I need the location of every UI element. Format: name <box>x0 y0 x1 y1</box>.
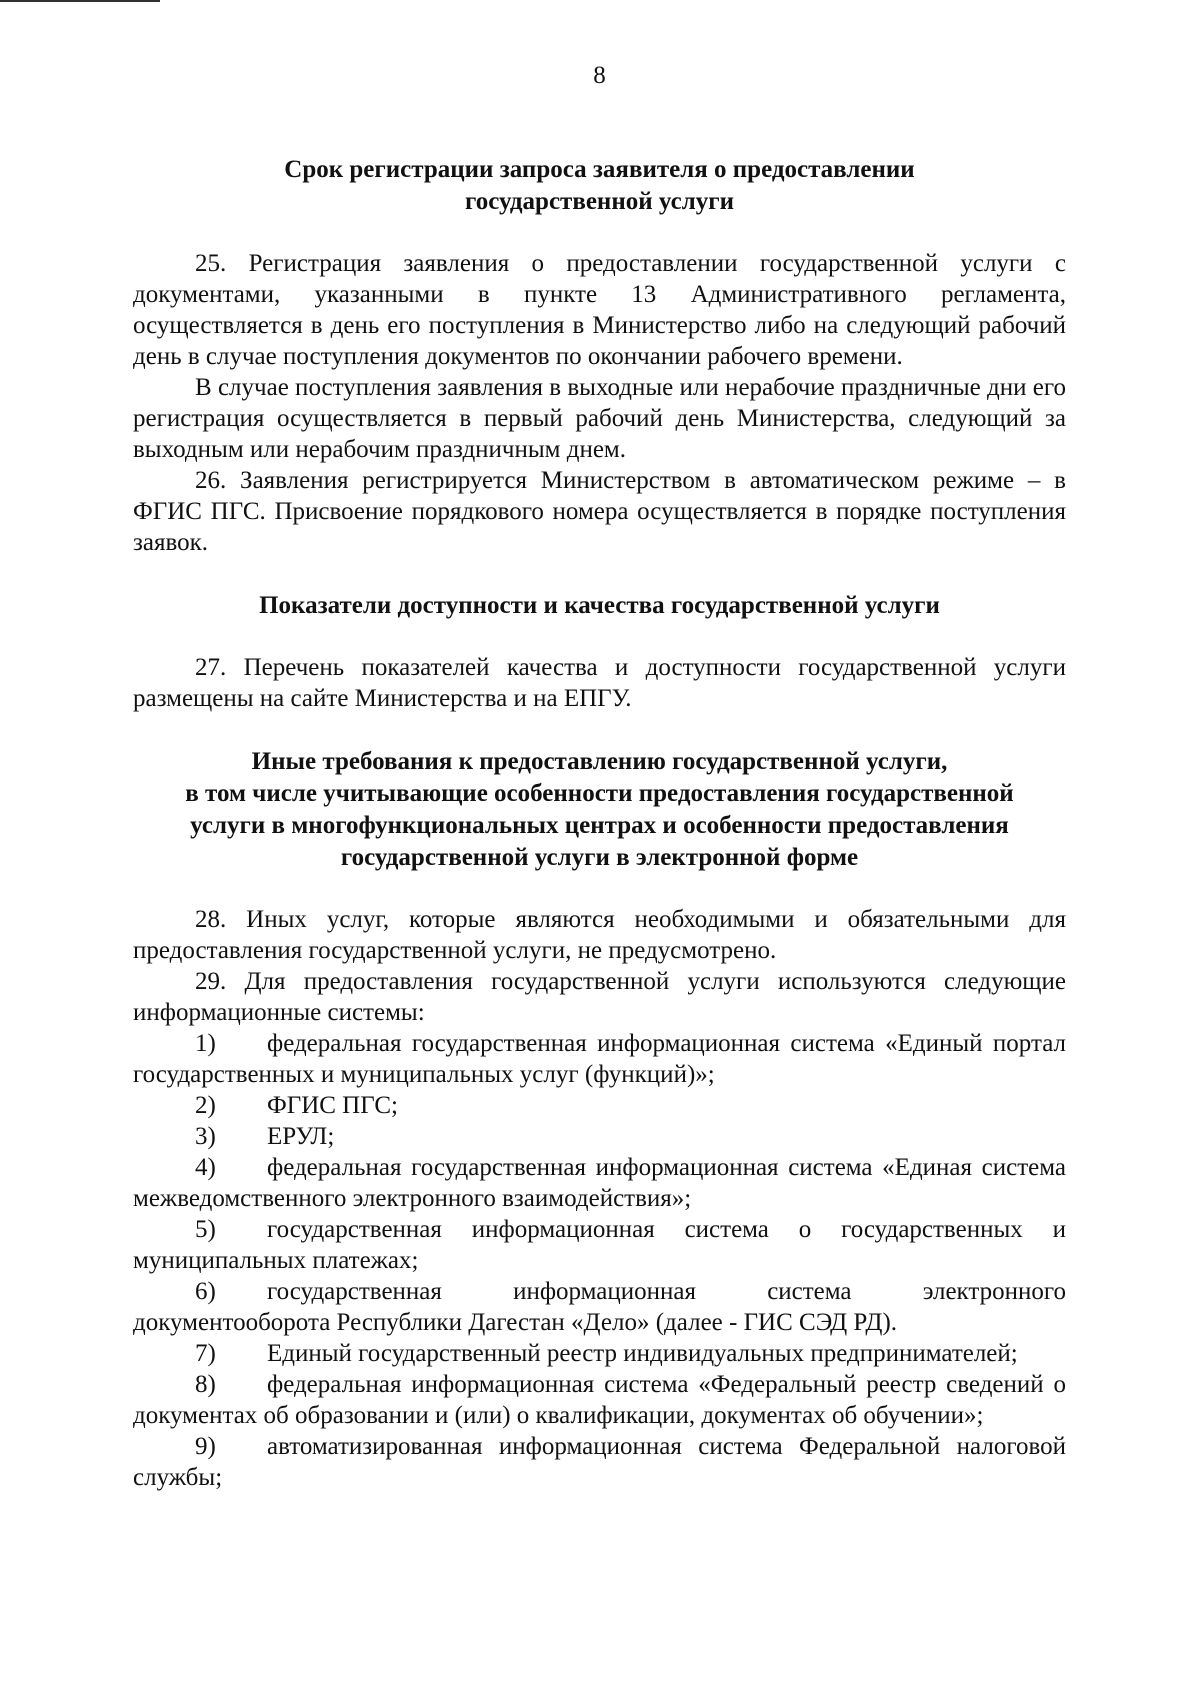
list-text: Единый государственный реестр индивидуальных предпринимателей; <box>267 1340 1018 1367</box>
list-text: государственная информационная система о государственных и муниципальных платежах; <box>133 1216 1066 1274</box>
heading-line: Срок регистрации запроса заявителя о предоставлении <box>284 156 915 183</box>
heading-line: услуги в многофункциональных центрах и особенности предоставления <box>190 812 1009 839</box>
list-item <box>133 1431 1066 1493</box>
paragraph-27: 27. Перечень показателей качества и доступности государственной услуги размещены на сайте Министерства и на ЕПГУ. <box>133 654 1066 712</box>
heading-line: Показатели доступности и качества государственной услуги <box>259 592 940 619</box>
list-item <box>133 1121 1066 1152</box>
heading-line: Иные требования к предоставлению государственной услуги, <box>251 748 948 775</box>
list-text: ЕРУЛ; <box>267 1123 335 1150</box>
page-number: 8 <box>593 62 606 89</box>
list-text: федеральная государственная информационная система «Единая система межведомственного электронного взаимодействия»; <box>133 1154 1066 1212</box>
document-page <box>133 60 1066 1493</box>
list-text: автоматизированная информационная система Федеральной налоговой службы; <box>133 1433 1066 1491</box>
paragraph-29: 29. Для предоставления государственной услуги используются следующие информационные системы: <box>133 968 1066 1026</box>
paragraph-26: 26. Заявления регистрируется Министерством в автоматическом режиме – в ФГИС ПГС. Присвоение порядкового номера осуществляется в порядке поступления заявок. <box>133 467 1066 556</box>
list-item <box>133 1090 1066 1121</box>
list-number: 3) <box>195 1123 216 1150</box>
heading-line: государственной услуги <box>464 188 735 215</box>
list-number: 1) <box>195 1030 216 1057</box>
list-item <box>133 1338 1066 1369</box>
list-number: 5) <box>195 1216 216 1243</box>
list-item <box>133 1152 1066 1214</box>
section-heading-quality <box>133 590 1066 622</box>
list-number: 7) <box>195 1340 216 1367</box>
list-item <box>133 1276 1066 1338</box>
list-item <box>133 1028 1066 1090</box>
paragraph-25-holidays: В случае поступления заявления в выходные или нерабочие праздничные дни его регистрация осуществляется в первый рабочий день Министерства, следующий за выходным или нерабочим праздничным днем. <box>133 374 1066 463</box>
list-text: ФГИС ПГС; <box>267 1092 398 1119</box>
heading-line: государственной услуги в электронной форме <box>340 844 859 871</box>
information-systems-list <box>133 1028 1066 1493</box>
heading-line: в том числе учитывающие особенности предоставления государственной <box>185 780 1014 807</box>
list-text: федеральная информационная система «Федеральный реестр сведений о документах об образовании и (или) о квалификации, документах об обучении»; <box>133 1371 1066 1429</box>
list-number: 9) <box>195 1433 216 1460</box>
paragraph-28: 28. Иных услуг, которые являются необходимыми и обязательными для предоставления государственной услуги, не предусмотрено. <box>133 906 1066 964</box>
list-number: 2) <box>195 1092 216 1119</box>
list-number: 4) <box>195 1154 216 1181</box>
section-heading-other-requirements <box>133 746 1066 874</box>
list-item <box>133 1369 1066 1431</box>
list-text: федеральная государственная информационная система «Единый портал государственных и муниципальных услуг (функций)»; <box>133 1030 1066 1088</box>
page-edge-line <box>0 0 160 2</box>
list-number: 6) <box>195 1278 216 1305</box>
list-number: 8) <box>195 1371 216 1398</box>
section-heading-registration <box>133 154 1066 218</box>
list-item <box>133 1214 1066 1276</box>
list-text: государственная информационная система электронного документооборота Республики Дагестан «Дело» (далее - ГИС СЭД РД). <box>133 1278 1066 1336</box>
paragraph-25: 25. Регистрация заявления о предоставлении государственной услуги с документами, указанными в пункте 13 Административного регламента, осуществляется в день его поступления в Министерство либо на следующий рабочий день в случае поступления документов по окончании рабочего времени. <box>133 250 1066 370</box>
